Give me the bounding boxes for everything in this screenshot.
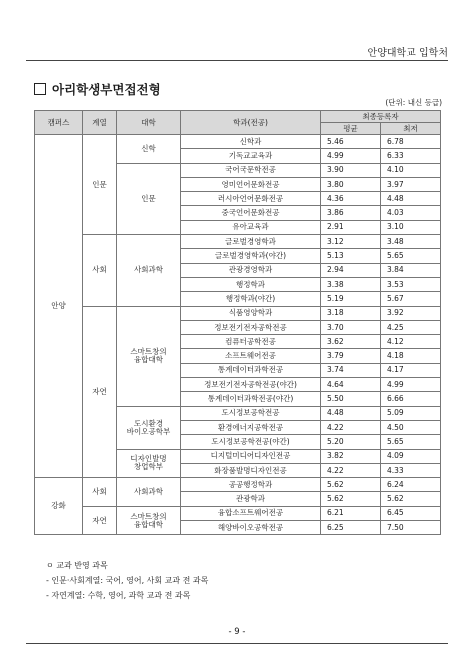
dept-cell: 컴퓨터공학전공 <box>181 335 321 349</box>
lowest-cell: 3.53 <box>381 277 441 291</box>
lowest-cell: 3.10 <box>381 220 441 234</box>
table-row <box>35 135 441 149</box>
average-cell: 2.91 <box>321 220 381 234</box>
header-dept: 학과(전공) <box>181 111 321 135</box>
lowest-cell: 4.99 <box>381 378 441 392</box>
lowest-cell: 4.17 <box>381 363 441 377</box>
dept-cell: 행정학과 <box>181 277 321 291</box>
dept-cell: 식품영양학과 <box>181 306 321 320</box>
dept-cell: 환경에너지공학전공 <box>181 420 321 434</box>
college-cell: 신학 <box>117 135 181 164</box>
dept-cell: 영미언어문화전공 <box>181 177 321 191</box>
field-cell: 사회 <box>83 478 117 507</box>
lowest-cell: 4.03 <box>381 206 441 220</box>
dept-cell: 도시정보공학전공 <box>181 406 321 420</box>
header-divider <box>26 60 448 61</box>
average-cell: 3.70 <box>321 320 381 334</box>
lowest-cell: 5.62 <box>381 492 441 506</box>
lowest-cell: 4.48 <box>381 192 441 206</box>
average-cell: 3.80 <box>321 177 381 191</box>
table-row <box>35 235 441 249</box>
field-cell: 자연 <box>83 506 117 535</box>
lowest-cell: 5.67 <box>381 292 441 306</box>
lowest-cell: 6.66 <box>381 392 441 406</box>
dept-cell: 신학과 <box>181 135 321 149</box>
header-field: 계열 <box>83 111 117 135</box>
dept-cell: 러시아언어문화전공 <box>181 192 321 206</box>
lowest-cell: 4.09 <box>381 449 441 463</box>
college-cell: 사회과학 <box>117 478 181 507</box>
dept-cell: 화장품발명디자인전공 <box>181 463 321 477</box>
notes-title-text: 교과 반영 과목 <box>56 561 108 570</box>
lowest-cell: 4.33 <box>381 463 441 477</box>
average-cell: 5.62 <box>321 492 381 506</box>
section-title-text: 아리학생부면접전형 <box>52 82 161 97</box>
header-average: 평균 <box>321 123 381 135</box>
average-cell: 3.79 <box>321 349 381 363</box>
dept-cell: 융합소프트웨어전공 <box>181 506 321 520</box>
average-cell: 6.21 <box>321 506 381 520</box>
admission-grade-table <box>34 110 441 535</box>
average-cell: 3.12 <box>321 235 381 249</box>
header-title: 안양대학교 입학처 <box>367 48 448 59</box>
average-cell: 5.19 <box>321 292 381 306</box>
lowest-cell: 3.97 <box>381 177 441 191</box>
dept-cell: 통계데이터과학전공(야간) <box>181 392 321 406</box>
lowest-cell: 4.10 <box>381 163 441 177</box>
dept-cell: 관광학과 <box>181 492 321 506</box>
dept-cell: 해양바이오공학전공 <box>181 521 321 535</box>
average-cell: 3.82 <box>321 449 381 463</box>
field-cell: 인문 <box>83 135 117 235</box>
header-lowest: 최저 <box>381 123 441 135</box>
average-cell: 4.22 <box>321 463 381 477</box>
field-cell: 자연 <box>83 306 117 478</box>
lowest-cell: 4.50 <box>381 420 441 434</box>
header-campus: 캠퍼스 <box>35 111 83 135</box>
dept-cell: 소프트웨어전공 <box>181 349 321 363</box>
campus-cell: 안양 <box>35 135 83 478</box>
average-cell: 2.94 <box>321 263 381 277</box>
lowest-cell: 3.48 <box>381 235 441 249</box>
dept-cell: 글로벌경영학과(야간) <box>181 249 321 263</box>
dept-cell: 정보전기전자공학전공 <box>181 320 321 334</box>
average-cell: 3.38 <box>321 277 381 291</box>
dept-cell: 국어국문학전공 <box>181 163 321 177</box>
average-cell: 4.36 <box>321 192 381 206</box>
average-cell: 4.99 <box>321 149 381 163</box>
average-cell: 4.64 <box>321 378 381 392</box>
footer-divider <box>26 643 448 644</box>
dept-cell: 기독교교육과 <box>181 149 321 163</box>
table-row <box>35 506 441 520</box>
lowest-cell: 6.24 <box>381 478 441 492</box>
lowest-cell: 3.84 <box>381 263 441 277</box>
table-body <box>35 135 441 535</box>
average-cell: 3.62 <box>321 335 381 349</box>
lowest-cell: 5.09 <box>381 406 441 420</box>
header-college: 대학 <box>117 111 181 135</box>
checkbox-square-icon <box>34 83 46 95</box>
average-cell: 4.48 <box>321 406 381 420</box>
lowest-cell: 6.33 <box>381 149 441 163</box>
unit-note: (단위: 내신 등급) <box>385 98 442 107</box>
lowest-cell: 4.25 <box>381 320 441 334</box>
dept-cell: 관광경영학과 <box>181 263 321 277</box>
average-cell: 5.20 <box>321 435 381 449</box>
section-title <box>34 80 161 98</box>
dept-cell: 도시정보공학전공(야간) <box>181 435 321 449</box>
dept-cell: 행정학과(야간) <box>181 292 321 306</box>
average-cell: 5.13 <box>321 249 381 263</box>
page-number: - 9 - <box>228 627 246 637</box>
lowest-cell: 3.92 <box>381 306 441 320</box>
college-cell: 스마트창의 융합대학 <box>117 506 181 535</box>
lowest-cell: 7.50 <box>381 521 441 535</box>
dept-cell: 정보전기전자공학전공(야간) <box>181 378 321 392</box>
average-cell: 4.22 <box>321 420 381 434</box>
dept-cell: 통계데이터과학전공 <box>181 363 321 377</box>
table-row <box>35 306 441 320</box>
notes-title <box>46 558 208 573</box>
lowest-cell: 5.65 <box>381 249 441 263</box>
lowest-cell: 4.12 <box>381 335 441 349</box>
average-cell: 5.62 <box>321 478 381 492</box>
college-cell: 도시환경 바이오공학부 <box>117 406 181 449</box>
lowest-cell: 4.18 <box>381 349 441 363</box>
dept-cell: 중국언어문화전공 <box>181 206 321 220</box>
average-cell: 3.18 <box>321 306 381 320</box>
average-cell: 3.90 <box>321 163 381 177</box>
college-cell: 사회과학 <box>117 235 181 306</box>
table-row <box>35 478 441 492</box>
college-cell: 스마트창의 융합대학 <box>117 306 181 406</box>
lowest-cell: 6.45 <box>381 506 441 520</box>
average-cell: 5.50 <box>321 392 381 406</box>
notes-line: - 인문·사회계열: 국어, 영어, 사회 교과 전 과목 <box>46 576 209 585</box>
lowest-cell: 6.78 <box>381 135 441 149</box>
average-cell: 5.46 <box>321 135 381 149</box>
lowest-cell: 5.65 <box>381 435 441 449</box>
dept-cell: 공공행정학과 <box>181 478 321 492</box>
dept-cell: 유아교육과 <box>181 220 321 234</box>
dept-cell: 글로벌경영학과 <box>181 235 321 249</box>
college-cell: 인문 <box>117 163 181 234</box>
average-cell: 6.25 <box>321 521 381 535</box>
notes-line: - 자연계열: 수학, 영어, 과학 교과 전 과목 <box>46 591 191 600</box>
average-cell: 3.74 <box>321 363 381 377</box>
college-cell: 디자인발명 창업학부 <box>117 449 181 478</box>
notes-bullet: ㅇ <box>46 561 54 570</box>
campus-cell: 강화 <box>35 478 83 535</box>
dept-cell: 디지털미디어디자인전공 <box>181 449 321 463</box>
header-final-registrants: 최종등록자 <box>321 111 441 123</box>
notes-section <box>46 558 208 603</box>
field-cell: 사회 <box>83 235 117 306</box>
average-cell: 3.86 <box>321 206 381 220</box>
